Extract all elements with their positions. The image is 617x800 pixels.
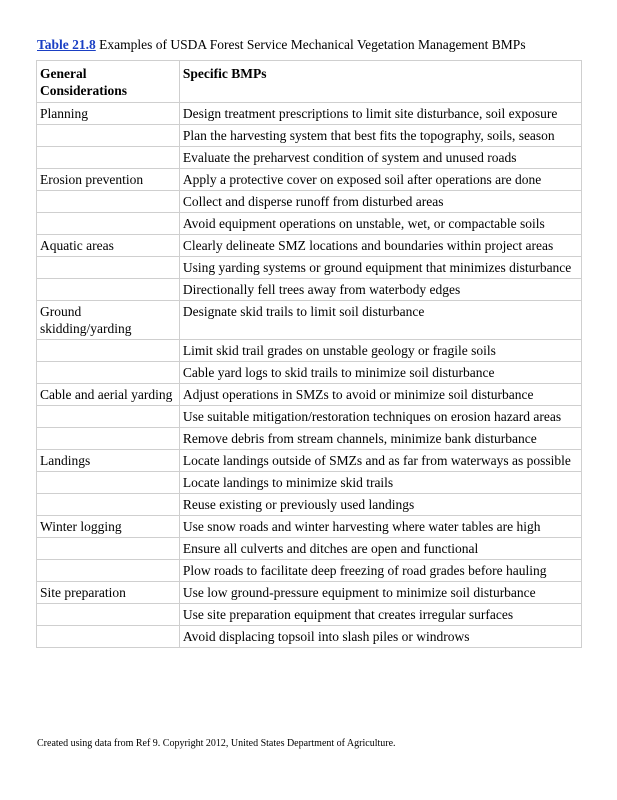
category-cell (37, 406, 180, 428)
table-row (37, 213, 582, 235)
bmp-cell: Avoid equipment operations on unstable, wet, or compactable soils (179, 213, 581, 235)
table-row (37, 626, 582, 648)
bmp-cell: Design treatment prescriptions to limit site disturbance, soil exposure (179, 103, 581, 125)
header-specific-bmps: Specific BMPs (179, 61, 581, 103)
table-row (37, 362, 582, 384)
bmp-cell: Directionally fell trees away from waterbody edges (179, 279, 581, 301)
bmp-cell: Plow roads to facilitate deep freezing of road grades before hauling (179, 560, 581, 582)
table-row (37, 604, 582, 626)
table-row (37, 538, 582, 560)
table-row (37, 384, 582, 406)
category-cell (37, 279, 180, 301)
category-cell: Site preparation (37, 582, 180, 604)
bmp-cell: Use suitable mitigation/restoration techniques on erosion hazard areas (179, 406, 581, 428)
category-cell: Landings (37, 450, 180, 472)
bmp-cell: Locate landings to minimize skid trails (179, 472, 581, 494)
table-row (37, 191, 582, 213)
category-cell (37, 147, 180, 169)
table-row (37, 582, 582, 604)
bmp-cell: Reuse existing or previously used landings (179, 494, 581, 516)
category-cell (37, 257, 180, 279)
bmp-cell: Use low ground-pressure equipment to minimize soil disturbance (179, 582, 581, 604)
bmp-cell: Evaluate the preharvest condition of system and unused roads (179, 147, 581, 169)
header-general-considerations: General Considerations (37, 61, 180, 103)
table-label-link[interactable]: Table 21.8 (37, 37, 96, 52)
bmp-cell: Collect and disperse runoff from disturbed areas (179, 191, 581, 213)
bmp-cell: Ensure all culverts and ditches are open and functional (179, 538, 581, 560)
category-cell (37, 494, 180, 516)
category-cell: Cable and aerial yarding (37, 384, 180, 406)
table-row (37, 147, 582, 169)
category-cell (37, 191, 180, 213)
bmp-cell: Clearly delineate SMZ locations and boundaries within project areas (179, 235, 581, 257)
category-cell (37, 538, 180, 560)
category-cell (37, 213, 180, 235)
bmp-cell: Avoid displacing topsoil into slash piles or windrows (179, 626, 581, 648)
bmp-cell: Plan the harvesting system that best fits the topography, soils, season (179, 125, 581, 147)
bmp-table (36, 60, 582, 648)
category-cell: Ground skidding/yarding (37, 301, 180, 340)
category-cell (37, 362, 180, 384)
bmp-cell: Apply a protective cover on exposed soil after operations are done (179, 169, 581, 191)
table-row (37, 301, 582, 340)
category-cell: Erosion prevention (37, 169, 180, 191)
bmp-cell: Use snow roads and winter harvesting where water tables are high (179, 516, 581, 538)
category-cell (37, 428, 180, 450)
table-row (37, 494, 582, 516)
table-row (37, 125, 582, 147)
table-row (37, 516, 582, 538)
table-row (37, 103, 582, 125)
bmp-cell: Using yarding systems or ground equipment that minimizes disturbance (179, 257, 581, 279)
table-caption (37, 37, 526, 53)
table-row (37, 450, 582, 472)
category-cell (37, 560, 180, 582)
footnote: Created using data from Ref 9. Copyright 2012, United States Department of Agriculture. (37, 738, 396, 749)
category-cell: Aquatic areas (37, 235, 180, 257)
table-body (37, 103, 582, 648)
table-row (37, 279, 582, 301)
table-row (37, 428, 582, 450)
bmp-cell: Designate skid trails to limit soil disturbance (179, 301, 581, 340)
table-row (37, 560, 582, 582)
bmp-cell: Use site preparation equipment that creates irregular surfaces (179, 604, 581, 626)
bmp-cell: Limit skid trail grades on unstable geology or fragile soils (179, 340, 581, 362)
bmp-cell: Cable yard logs to skid trails to minimize soil disturbance (179, 362, 581, 384)
category-cell (37, 472, 180, 494)
category-cell: Winter logging (37, 516, 180, 538)
table-row (37, 340, 582, 362)
bmp-cell: Remove debris from stream channels, minimize bank disturbance (179, 428, 581, 450)
bmp-cell: Adjust operations in SMZs to avoid or minimize soil disturbance (179, 384, 581, 406)
bmp-cell: Locate landings outside of SMZs and as far from waterways as possible (179, 450, 581, 472)
caption-text: Examples of USDA Forest Service Mechanical Vegetation Management BMPs (95, 37, 526, 52)
category-cell (37, 626, 180, 648)
category-cell (37, 604, 180, 626)
category-cell (37, 125, 180, 147)
table-row (37, 406, 582, 428)
category-cell (37, 340, 180, 362)
category-cell: Planning (37, 103, 180, 125)
table-header-row (37, 61, 582, 103)
table-row (37, 257, 582, 279)
table-row (37, 169, 582, 191)
table-row (37, 472, 582, 494)
table-row (37, 235, 582, 257)
